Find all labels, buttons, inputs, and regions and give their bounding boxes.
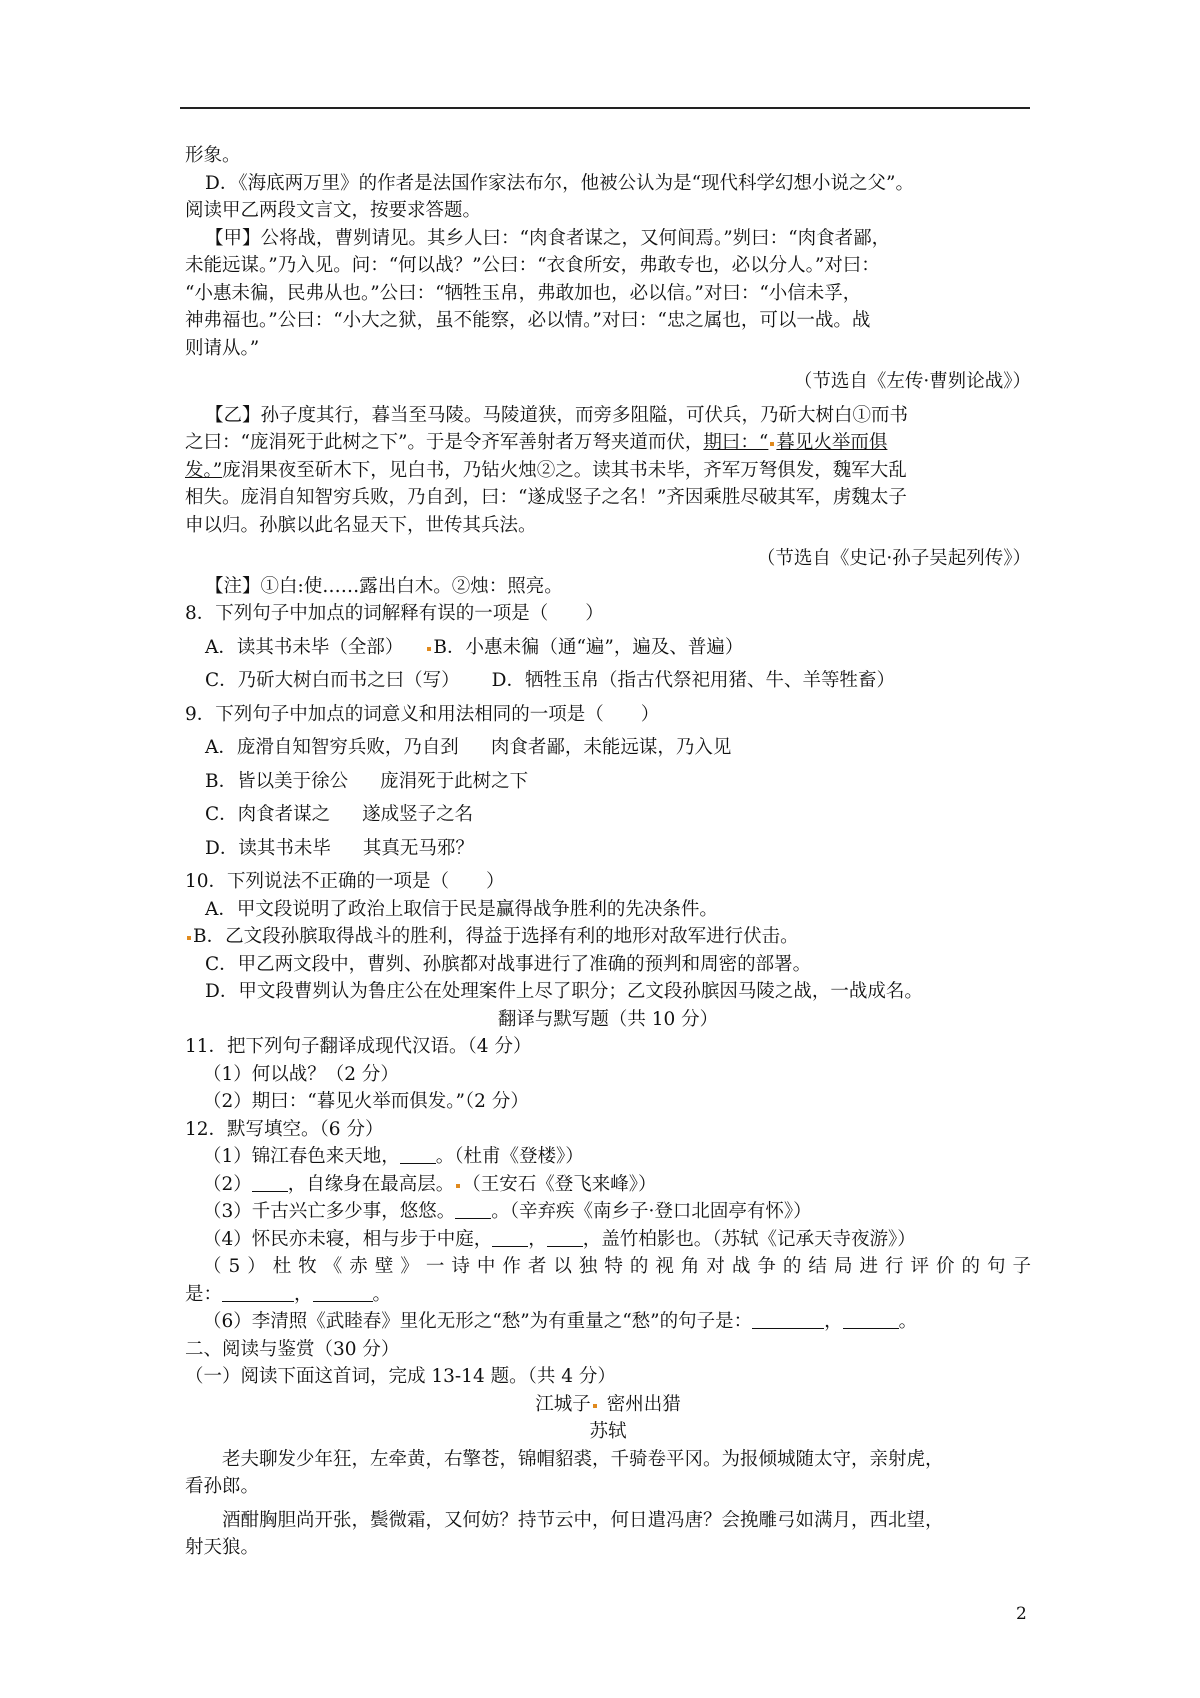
- highlight-mark: [770, 442, 774, 446]
- answer-blank[interactable]: [455, 1200, 491, 1219]
- q10-option-b-line: [185, 923, 1031, 951]
- passage-yi-line: [185, 429, 1031, 457]
- q12-item-3: [185, 1198, 1031, 1226]
- q9-option-b-right: 庞涓死于此树之下: [380, 770, 529, 792]
- poem-title-sub: 密州出猎: [606, 1393, 681, 1415]
- poem-title-main: 江城子: [535, 1393, 591, 1415]
- q12-item-1-source: 。（杜甫《登楼》）: [435, 1146, 584, 1167]
- q12-item-4-source: ，盖竹柏影也。（苏轼《记承天寺夜游》）: [582, 1228, 916, 1250]
- answer-blank[interactable]: [843, 1310, 899, 1329]
- highlight-mark: [593, 1404, 597, 1408]
- text-line: 形象。: [185, 145, 241, 166]
- instruction-line: 阅读甲乙两段文言文，按要求答题。: [185, 200, 482, 221]
- q12-item-3-source: 。（辛弃疾《南乡子·登口北固亭有怀》）: [491, 1201, 812, 1222]
- highlight-mark: [187, 936, 191, 940]
- answer-blank[interactable]: [492, 1228, 528, 1247]
- poem-stanza-1-end: 看孙郎。: [185, 1476, 260, 1497]
- passage-jia-line: 神弗福也。”公曰：“小大之狱，虽不能察，必以情。”对曰：“忠之属也，可以一战。战: [185, 310, 871, 331]
- answer-blank[interactable]: [252, 1173, 288, 1192]
- q8-option-d: D．牺牲玉帛（指古代祭祀用猪、牛、羊等牲畜）: [491, 670, 895, 691]
- header-rule: [180, 107, 1030, 109]
- q12-item-5-prefix: 是：: [185, 1283, 223, 1305]
- answer-blank[interactable]: [752, 1310, 824, 1329]
- q10-option-a: A．甲文段说明了政治上取信于民是赢得战争胜利的先决条件。: [205, 898, 718, 920]
- source-citation: （节选自《史记·孙子吴起列传》）: [756, 548, 1031, 569]
- underlined-text: 发。”: [185, 459, 223, 481]
- poem-stanza-2: 酒酣胸胆尚开张，鬓微霜，又何妨？持节云中，何日遣冯唐？会挽雕弓如满月，西北望，: [222, 1509, 944, 1531]
- q12-item-6-comma: ，: [824, 1311, 843, 1332]
- passage-yi-text: 庞涓果夜至斫木下，见白书，乃钻火烛②之。读其书未毕，齐军万弩俱发，魏军大乱: [222, 459, 907, 481]
- q8-option-a: A．读其书未毕（全部）: [205, 636, 404, 658]
- underlined-text: 期曰：“: [703, 432, 769, 453]
- q11-item-2: （2）期曰：“暮见火举而俱发。”（2 分）: [203, 1091, 529, 1112]
- q8-options-ab: [185, 634, 1031, 662]
- highlight-mark: [427, 647, 431, 651]
- q12-item-2-prefix: （2）: [203, 1173, 252, 1195]
- passage-yi-text: 之曰：“庞涓死于此树之下”。于是令齐军善射者万弩夹道而伏，: [185, 432, 704, 453]
- passage-yi-line: 【乙】孙子度其行，暮当至马陵。马陵道狭，而旁多阻隘，可伏兵，乃斫大树白①而书: [205, 404, 909, 426]
- q12-item-2: [185, 1171, 1031, 1199]
- answer-blank[interactable]: [313, 1283, 373, 1302]
- question-12: 12．默写填空。（6 分）: [185, 1118, 384, 1140]
- q12-item-1-text: （1）锦江春色来天地，: [203, 1146, 400, 1167]
- q8-option-c: C．乃斫大树白而书之曰（写）: [205, 670, 460, 691]
- q10-option-c: C．甲乙两文段中，曹刿、孙膑都对战事进行了准确的预判和周密的部署。: [205, 953, 812, 975]
- q10-option-b: B．乙文段孙膑取得战斗的胜利，得益于选择有利的地形对敌军进行伏击。: [193, 926, 799, 947]
- question-11: 11．把下列句子翻译成现代汉语。（4 分）: [185, 1036, 532, 1057]
- q12-item-5: （5）杜牧《赤壁》一诗中作者以独特的视角对战争的结局进行评价的句子: [203, 1256, 1031, 1277]
- poem-stanza-2-end: 射天狼。: [185, 1537, 260, 1558]
- passage-yi-line: [185, 457, 1031, 485]
- q12-item-6-text: （6）李清照《武睦春》里化无形之“愁”为有重量之“愁”的句子是：: [203, 1311, 753, 1332]
- underlined-text: 暮见火举而俱: [776, 432, 888, 453]
- poem-title: [185, 1391, 1031, 1419]
- q12-item-6: [185, 1308, 1031, 1336]
- passage-jia-line: “小惠未徧，民弗从也。”公曰：“牺牲玉帛，弗敢加也，必以信。”对曰：“小信未孚，: [185, 282, 862, 304]
- q8-options-cd: [185, 667, 1031, 695]
- q12-item-3-text: （3）千古兴亡多少事，悠悠。: [203, 1201, 456, 1222]
- q10-option-d: D．甲文段曹刿认为鲁庄公在处理案件上尽了职分；乙文段孙膑因马陵之战，一战成名。: [205, 981, 923, 1002]
- part-heading: 二、阅读与鉴赏（30 分）: [185, 1338, 400, 1360]
- q9-option-c-left: C．肉食者谋之: [205, 804, 331, 825]
- source-citation: （节选自《左传·曹刿论战》）: [793, 371, 1031, 392]
- document-body: [185, 142, 1031, 1562]
- subsection-heading: （一）阅读下面这首词，完成 13-14 题。（共 4 分）: [185, 1366, 616, 1387]
- q12-item-4-comma: ，: [528, 1228, 547, 1250]
- annotation-note: 【注】①白:使……露出白木。②烛：照亮。: [205, 575, 563, 597]
- q12-item-2-source: （王安石《登飞来峰》）: [462, 1173, 657, 1195]
- q12-item-5-comma: ，: [294, 1283, 313, 1305]
- q9-option-c: [185, 801, 1031, 829]
- passage-yi-line: 相失。庞涓自知智穷兵败，乃自刭，曰：“遂成竖子之名！”齐因乘胜尽破其军，虏魏太子: [185, 487, 907, 508]
- q9-option-a-left: A．庞滑自知智穷兵败，乃自刭: [205, 737, 459, 758]
- q9-option-d-left: D．读其书未毕: [205, 837, 331, 859]
- question-9: 9．下列句子中加点的词意义和用法相同的一项是（ ）: [185, 703, 660, 725]
- q12-item-1: [185, 1143, 1031, 1171]
- q8-option-b: B．小惠未徧（通“遍”，遍及、普遍）: [433, 636, 744, 658]
- q9-option-c-right: 遂成竖子之名: [362, 804, 474, 825]
- q12-item-6-end: 。: [898, 1311, 918, 1332]
- section-title: 翻译与默写题（共 10 分）: [497, 1008, 719, 1030]
- passage-jia-line: 则请从。”: [185, 337, 260, 359]
- q9-option-d: [185, 835, 1031, 863]
- page-number: 2: [1016, 1604, 1027, 1624]
- q9-option-b: [185, 768, 1031, 796]
- passage-yi-line: 申以归。孙膑以此名显天下，世传其兵法。: [185, 514, 537, 536]
- answer-blank[interactable]: [400, 1145, 436, 1164]
- passage-jia-line: 【甲】公将战，曹刿请见。其乡人曰：“肉食者谋之，又何间焉。”刿曰：“肉食者鄙，: [205, 227, 891, 249]
- q9-option-a-right: 肉食者鄙，未能远谋，乃入见: [490, 737, 732, 758]
- poem-stanza-1: 老夫聊发少年狂，左牵黄，右擎苍，锦帽貂裘，千骑卷平冈。为报倾城随太守，亲射虎，: [222, 1448, 944, 1470]
- q12-item-4: [185, 1226, 1031, 1254]
- q9-option-b-left: B．皆以美于徐公: [205, 770, 349, 792]
- answer-blank[interactable]: [222, 1283, 294, 1302]
- q12-item-2-text: ，自缘身在最高层。: [287, 1173, 455, 1195]
- q12-item-4-text: （4）怀民亦未寝，相与步于中庭，: [203, 1228, 493, 1250]
- q11-item-1: （1）何以战？（2 分）: [203, 1063, 399, 1085]
- q9-option-a: [185, 734, 1031, 762]
- q12-item-5-answer: [185, 1281, 1031, 1309]
- highlight-mark: [456, 1184, 460, 1188]
- answer-blank[interactable]: [547, 1228, 583, 1247]
- poem-author: 苏轼: [589, 1421, 627, 1442]
- q9-option-d-right: 其真无马邪？: [362, 837, 474, 859]
- question-8: 8．下列句子中加点的词解释有误的一项是（ ）: [185, 603, 604, 624]
- q12-item-5-end: 。: [372, 1283, 392, 1305]
- passage-jia-line: 未能远谋。”乃入见。问：“何以战？”公曰：“衣食所安，弗敢专也，必以分人。”对曰：: [185, 255, 880, 276]
- question-10: 10．下列说法不正确的一项是（ ）: [185, 871, 505, 892]
- option-d-line: D．《海底两万里》的作者是法国作家法布尔，他被公认为是“现代科学幻想小说之父”。: [205, 172, 915, 194]
